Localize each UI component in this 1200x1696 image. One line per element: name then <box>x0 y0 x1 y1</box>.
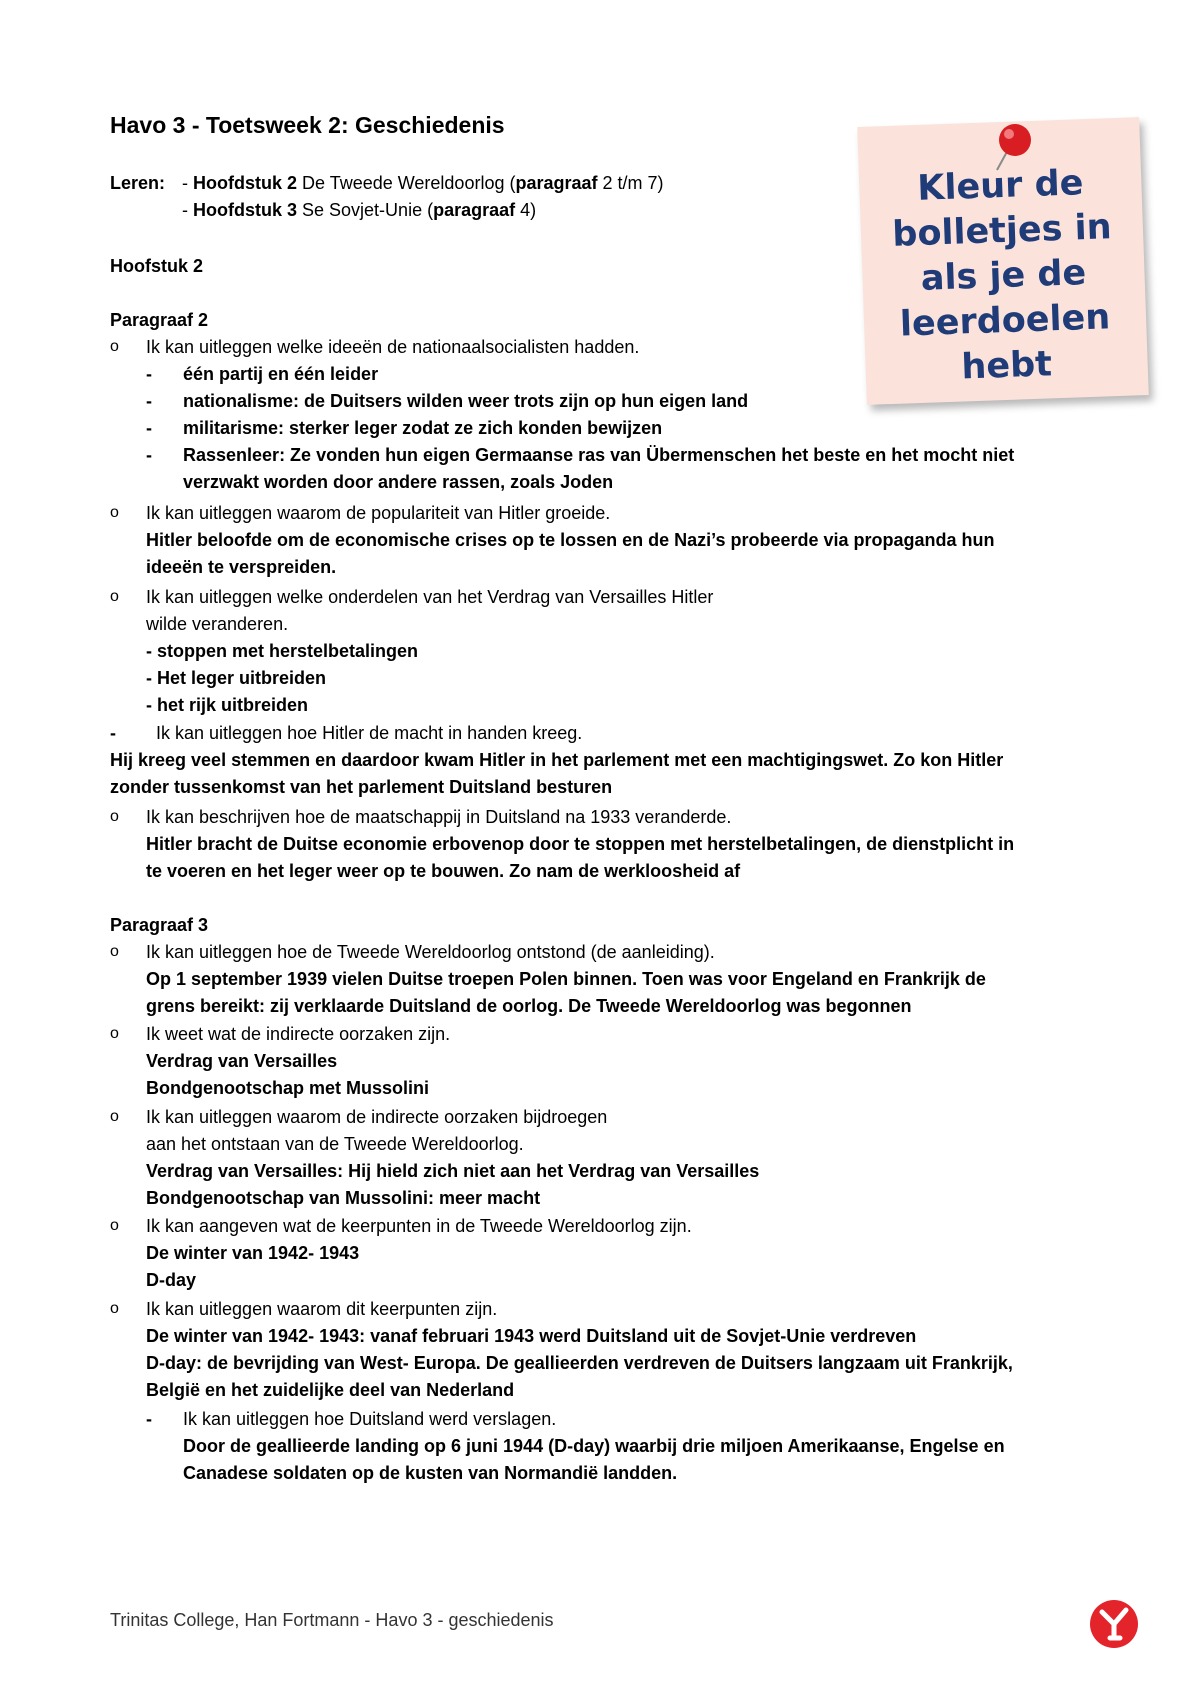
goal-text: Ik kan uitleggen hoe Duitsland werd verslagen. <box>183 1409 557 1429</box>
answer-line: één partij en één leider <box>183 364 379 384</box>
answer-line: te voeren en het leger weer op te bouwen. Zo nam de werkloosheid af <box>146 861 741 881</box>
dash-bullet: - <box>146 445 152 465</box>
answer-line: grens bereikt: zij verklaarde Duitsland de oorlog. De Tweede Wereldoorlog was begonnen <box>146 996 912 1016</box>
goal-text: wilde veranderen. <box>146 614 289 634</box>
goal-bullet-circle[interactable]: o <box>110 808 119 825</box>
answer-line: Verdrag van Versailles <box>146 1051 338 1071</box>
answer-line: zonder tussenkomst van het parlement Duitsland besturen <box>110 777 613 797</box>
dash-bullet[interactable]: - <box>110 723 116 743</box>
goal-bullet-circle[interactable]: o <box>110 338 119 355</box>
goal-bullet-circle[interactable]: o <box>110 1300 119 1317</box>
answer-line: - het rijk uitbreiden <box>146 695 309 715</box>
answer-line: ideeën te verspreiden. <box>146 557 337 577</box>
answer-line: D-day: de bevrijding van West- Europa. De geallieerden verdreven de Duitsers langzaam uit Frankrijk, <box>146 1353 1013 1373</box>
goal-text: Ik kan uitleggen waarom de indirecte oorzaken bijdroegen <box>146 1107 608 1127</box>
goal-bullet-circle[interactable]: o <box>110 1025 119 1042</box>
chapter-heading: Hoofstuk 2 <box>110 256 204 276</box>
leren-item-1: - Hoofdstuk 2 De Tweede Wereldoorlog (paragraaf 2 t/m 7) <box>182 173 664 193</box>
goal-text: Ik kan uitleggen waarom dit keerpunten zijn. <box>146 1299 498 1319</box>
goal-text: Ik kan uitleggen welke ideeën de nationaalsocialisten hadden. <box>146 337 640 357</box>
answer-line: België en het zuidelijke deel van Nederland <box>146 1380 515 1400</box>
answer-line: Canadese soldaten op de kusten van Normandië landden. <box>183 1463 678 1483</box>
page-footer: Trinitas College, Han Fortmann - Havo 3 - geschiedenis <box>110 1610 554 1630</box>
answer-line: De winter van 1942- 1943 <box>146 1243 360 1263</box>
dash-bullet: - <box>146 418 152 438</box>
sticky-note-text: Kleur de bolletjes in als je de leerdoelen hebt <box>891 163 1113 388</box>
para3-heading: Paragraaf 3 <box>110 915 209 935</box>
answer-line: militarisme: sterker leger zodat ze zich konden bewijzen <box>183 418 663 438</box>
goal-bullet-circle[interactable]: o <box>110 943 119 960</box>
goal-text: Ik weet wat de indirecte oorzaken zijn. <box>146 1024 451 1044</box>
dash-bullet: - <box>146 391 152 411</box>
leren-item-2: - Hoofdstuk 3 Se Sovjet-Unie (paragraaf 4) <box>182 200 537 220</box>
goal-bullet-circle[interactable]: o <box>110 588 119 605</box>
answer-line: - stoppen met herstelbetalingen <box>146 641 419 661</box>
goal-text: Ik kan uitleggen hoe Hitler de macht in handen kreeg. <box>156 723 583 743</box>
goal-text: Ik kan uitleggen hoe de Tweede Wereldoorlog ontstond (de aanleiding). <box>146 942 715 962</box>
answer-line: Verdrag van Versailles: Hij hield zich niet aan het Verdrag van Versailles <box>146 1161 760 1181</box>
goal-bullet-circle[interactable]: o <box>110 504 119 521</box>
goal-bullet-circle[interactable]: o <box>110 1108 119 1125</box>
push-pin-icon <box>985 118 1045 178</box>
answer-line: verzwakt worden door andere rassen, zoals Joden <box>183 472 614 492</box>
goal-text: Ik kan beschrijven hoe de maatschappij in Duitsland na 1933 veranderde. <box>146 807 732 827</box>
page-title: Havo 3 - Toetsweek 2: Geschiedenis <box>110 112 505 138</box>
goal-text: Ik kan uitleggen welke onderdelen van het Verdrag van Versailles Hitler <box>146 587 714 607</box>
answer-line: Hitler bracht de Duitse economie erbovenop door te stoppen met herstelbetalingen, de dienstplicht in <box>146 834 1015 854</box>
answer-line: Door de geallieerde landing op 6 juni 1944 (D-day) waarbij drie miljoen Amerikaanse, Engelse en <box>183 1436 1005 1456</box>
goal-text: Ik kan aangeven wat de keerpunten in de Tweede Wereldoorlog zijn. <box>146 1216 692 1236</box>
answer-line: - Het leger uitbreiden <box>146 668 327 688</box>
answer-line: Hij kreeg veel stemmen en daardoor kwam Hitler in het parlement met een machtigingswet. Zo kon Hitler <box>110 750 1004 770</box>
answer-line: nationalisme: de Duitsers wilden weer trots zijn op hun eigen land <box>183 391 749 411</box>
school-logo-icon <box>1088 1598 1140 1650</box>
goal-text: Ik kan uitleggen waarom de populariteit van Hitler groeide. <box>146 503 611 523</box>
leren-label: Leren: <box>110 173 166 193</box>
answer-line: De winter van 1942- 1943: vanaf februari 1943 werd Duitsland uit de Sovjet-Unie verdreven <box>146 1326 917 1346</box>
answer-line: Rassenleer: Ze vonden hun eigen Germaanse ras van Übermenschen het beste en het mocht niet <box>183 445 1015 465</box>
goal-bullet-circle[interactable]: o <box>110 1217 119 1234</box>
dash-bullet[interactable]: - <box>146 1409 152 1429</box>
answer-line: Bondgenootschap met Mussolini <box>146 1078 430 1098</box>
para2-heading: Paragraaf 2 <box>110 310 209 330</box>
dash-bullet: - <box>146 364 152 384</box>
answer-line: Op 1 september 1939 vielen Duitse troepen Polen binnen. Toen was voor Engeland en Frankrijk de <box>146 969 986 989</box>
answer-line: Hitler beloofde om de economische crises op te lossen en de Nazi’s probeerde via propaganda hun <box>146 530 995 550</box>
answer-line: D-day <box>146 1270 197 1290</box>
goal-text: aan het ontstaan van de Tweede Wereldoorlog. <box>146 1134 524 1154</box>
answer-line: Bondgenootschap van Mussolini: meer macht <box>146 1188 541 1208</box>
